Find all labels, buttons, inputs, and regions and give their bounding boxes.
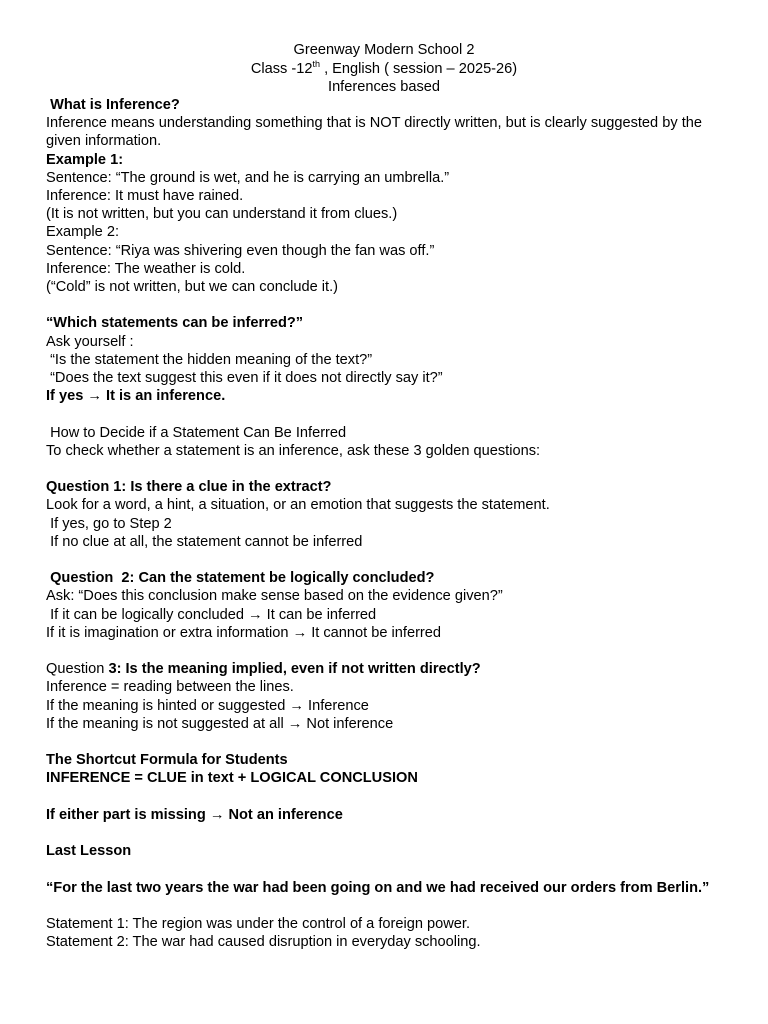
spacer xyxy=(46,296,736,314)
question2-heading: Question 2: Can the statement be logically concluded? xyxy=(46,570,435,587)
spacer xyxy=(46,460,736,478)
spacer xyxy=(46,824,736,842)
example2-sentence: Sentence: “Riya was shivering even though the fan was off.” xyxy=(46,242,435,259)
how-intro: To check whether a statement is an inference, ask these 3 golden questions: xyxy=(46,442,541,459)
intro-heading: What is Inference? xyxy=(46,97,180,113)
question1-line1: Look for a word, a hint, a situation, or an emotion that suggests the statement. xyxy=(46,497,550,514)
question3-line1: Inference = reading between the lines. xyxy=(46,679,294,696)
last-lesson-quote: “For the last two years the war had been going on and we had received our orders from Berlin.” xyxy=(46,879,710,896)
class-prefix: Class -12 xyxy=(250,60,313,77)
which-heading: “Which statements can be inferred?” xyxy=(46,315,304,332)
example2-note: (“Cold” is not written, but we can conclude it.) xyxy=(46,279,338,296)
example1-note: (It is not written, but you can understand it from clues.) xyxy=(46,206,398,223)
spacer xyxy=(46,733,736,751)
spacer xyxy=(46,860,736,878)
document-header xyxy=(0,41,768,97)
question3-heading-prefix: Question xyxy=(46,661,109,678)
which-question-1: “Is the statement the hidden meaning of the text?” xyxy=(46,351,373,368)
which-ask: Ask yourself : xyxy=(46,333,134,350)
question3-heading xyxy=(46,660,736,678)
question3-line3: If the meaning is not suggested at all → Not inference xyxy=(46,715,394,732)
spacer xyxy=(46,551,736,569)
how-heading: How to Decide if a Statement Can Be Inferred xyxy=(46,424,347,441)
example1-inference: Inference: It must have rained. xyxy=(46,188,244,205)
example1-heading: Example 1: xyxy=(46,151,124,168)
spacer xyxy=(46,897,736,915)
class-suffix: , English ( session – 2025-26) xyxy=(320,60,518,77)
question2-line1: Ask: “Does this conclusion make sense based on the evidence given?” xyxy=(46,588,503,605)
class-session-line xyxy=(0,60,768,79)
question1-line2: If yes, go to Step 2 xyxy=(46,515,172,532)
spacer xyxy=(46,788,736,806)
question2-line2: If it can be logically concluded → It can be inferred xyxy=(46,606,377,623)
which-question-2: “Does the text suggest this even if it does not directly say it?” xyxy=(46,370,443,387)
class-superscript: th xyxy=(312,58,321,69)
question1-heading: Question 1: Is there a clue in the extract? xyxy=(46,479,332,496)
question3-heading-rest: 3: Is the meaning implied, even if not written directly? xyxy=(108,661,481,678)
statement-2: Statement 2: The war had caused disruption in everyday schooling. xyxy=(46,934,481,951)
topic-title: Inferences based xyxy=(328,79,440,95)
document-body xyxy=(46,96,736,951)
school-name: Greenway Modern School 2 xyxy=(293,42,475,58)
shortcut-missing: If either part is missing → Not an inference xyxy=(46,806,343,823)
shortcut-heading: The Shortcut Formula for Students xyxy=(46,752,288,769)
question1-line3: If no clue at all, the statement cannot be inferred xyxy=(46,533,363,550)
statement-1: Statement 1: The region was under the control of a foreign power. xyxy=(46,915,471,932)
shortcut-formula: INFERENCE = CLUE in text + LOGICAL CONCLUSION xyxy=(46,770,418,787)
spacer xyxy=(46,405,736,423)
example1-sentence: Sentence: “The ground is wet, and he is carrying an umbrella.” xyxy=(46,169,450,186)
intro-definition: Inference means understanding something that is NOT directly written, but is clearly suggested by the given information. xyxy=(46,115,707,150)
question3-line2: If the meaning is hinted or suggested → Inference xyxy=(46,697,369,714)
spacer xyxy=(46,642,736,660)
question2-line3: If it is imagination or extra information → It cannot be inferred xyxy=(46,624,442,641)
last-lesson-heading: Last Lesson xyxy=(46,843,132,860)
which-conclusion: If yes → It is an inference. xyxy=(46,388,226,405)
example2-inference: Inference: The weather is cold. xyxy=(46,260,246,277)
example2-heading: Example 2: xyxy=(46,224,120,241)
